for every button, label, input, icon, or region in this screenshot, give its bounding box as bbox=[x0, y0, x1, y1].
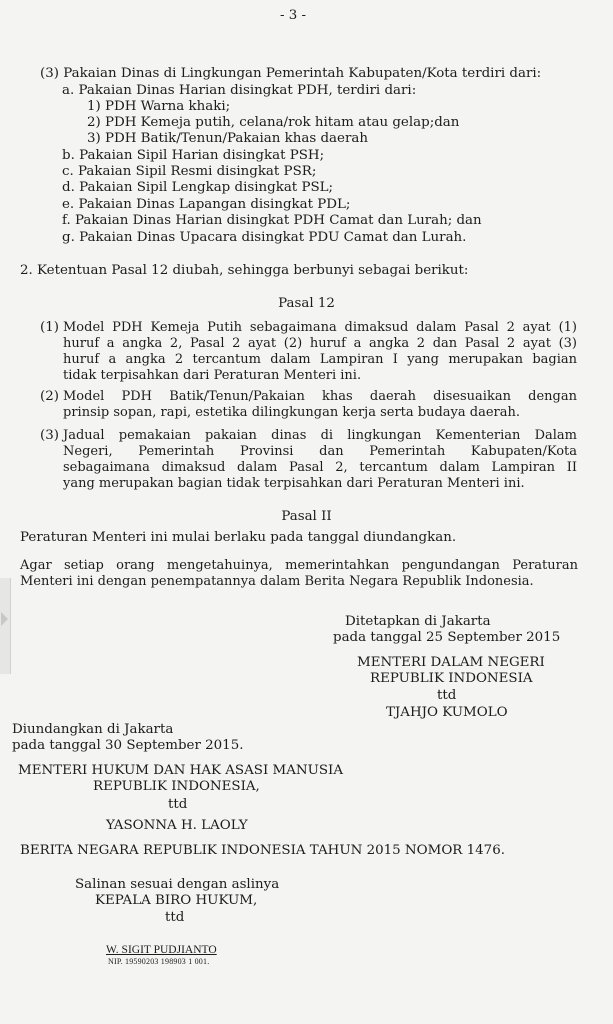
bureau-head-nip: NIP. 19590203 198903 1 001. bbox=[108, 957, 210, 966]
law-minister-name: YASONNA H. LAOLY bbox=[106, 818, 248, 833]
pasal12-ayat1-line1: Model PDH Kemeja Putih sebagaimana dimaksud dalam Pasal 2 ayat (1) bbox=[63, 320, 577, 335]
list-item-f: f. Pakaian Dinas Harian disingkat PDH Camat dan Lurah; dan bbox=[62, 213, 482, 228]
minister-office-line2: REPUBLIK INDONESIA bbox=[370, 671, 533, 686]
pasal12-ayat1-number: (1) bbox=[40, 320, 59, 335]
list-item-d: d. Pakaian Sipil Lengkap disingkat PSL; bbox=[62, 180, 334, 195]
list-item-a3: 3) PDH Batik/Tenun/Pakaian khas daerah bbox=[87, 131, 368, 146]
pasal12-ayat2-line2: prinsip sopan, rapi, estetika dilingkungan kerja serta budaya daerah. bbox=[63, 405, 520, 420]
promulgation-line2: Menteri ini dengan penempatannya dalam Berita Negara Republik Indonesia. bbox=[20, 574, 534, 589]
pasal12-ayat1-line4: tidak terpisahkan dari Peraturan Menteri ini. bbox=[63, 368, 362, 383]
law-minister-ttd: ttd bbox=[168, 797, 188, 812]
promulgated-date: pada tanggal 30 September 2015. bbox=[12, 738, 244, 753]
section3-heading: (3) Pakaian Dinas di Lingkungan Pemerintah Kabupaten/Kota terdiri dari: bbox=[40, 66, 542, 81]
page-edge-tab bbox=[0, 578, 11, 674]
pasal12-ayat3-line2: Negeri, Pemerintah Provinsi dan Pemerintah Kabupaten/Kota bbox=[63, 444, 577, 459]
promulgated-place: Diundangkan di Jakarta bbox=[12, 722, 174, 737]
list-item-e: e. Pakaian Dinas Lapangan disingkat PDL; bbox=[62, 197, 351, 212]
enacted-date: pada tanggal 25 September 2015 bbox=[333, 630, 561, 645]
minister-name: TJAHJO KUMOLO bbox=[386, 705, 508, 720]
pasal-ii-text: Peraturan Menteri ini mulai berlaku pada tanggal diundangkan. bbox=[20, 530, 457, 545]
bureau-head-title: KEPALA BIRO HUKUM, bbox=[95, 893, 258, 908]
state-gazette-line: BERITA NEGARA REPUBLIK INDONESIA TAHUN 2015 NOMOR 1476. bbox=[20, 843, 505, 858]
enacted-place: Ditetapkan di Jakarta bbox=[345, 614, 491, 629]
bureau-head-ttd: ttd bbox=[165, 910, 185, 925]
chevron-right-icon bbox=[1, 612, 8, 626]
pasal12-ayat2-line1: Model PDH Batik/Tenun/Pakaian khas daerah disesuaikan dengan bbox=[63, 389, 577, 404]
pasal12-ayat3-number: (3) bbox=[40, 428, 59, 443]
minister-office-line1: MENTERI DALAM NEGERI bbox=[357, 655, 545, 670]
pasal-12-title: Pasal 12 bbox=[278, 296, 335, 311]
law-minister-office-line2: REPUBLIK INDONESIA, bbox=[93, 779, 260, 794]
promulgation-line1: Agar setiap orang mengetahuinya, memerintahkan pengundangan Peraturan bbox=[20, 558, 578, 573]
list-item-c: c. Pakaian Sipil Resmi disingkat PSR; bbox=[62, 164, 317, 179]
copy-statement: Salinan sesuai dengan aslinya bbox=[75, 877, 280, 892]
law-minister-office-line1: MENTERI HUKUM DAN HAK ASASI MANUSIA bbox=[18, 763, 344, 778]
list-item-a: a. Pakaian Dinas Harian disingkat PDH, terdiri dari: bbox=[62, 83, 417, 98]
page-number: - 3 - bbox=[280, 8, 307, 23]
pasal12-ayat3-line1: Jadual pemakaian pakaian dinas di lingkungan Kementerian Dalam bbox=[63, 428, 577, 443]
bureau-head-name: W. SIGIT PUDJIANTO bbox=[106, 944, 217, 956]
list-item-b: b. Pakaian Sipil Harian disingkat PSH; bbox=[62, 148, 325, 163]
list-item-g: g. Pakaian Dinas Upacara disingkat PDU Camat dan Lurah. bbox=[62, 230, 467, 245]
item-2-text: 2. Ketentuan Pasal 12 diubah, sehingga berbunyi sebagai berikut: bbox=[20, 263, 469, 278]
pasal12-ayat2-number: (2) bbox=[40, 389, 59, 404]
pasal12-ayat1-line2: huruf a angka 2, Pasal 2 ayat (2) huruf a angka 2 dan Pasal 2 ayat (3) bbox=[63, 336, 577, 351]
minister-ttd: ttd bbox=[437, 688, 457, 703]
pasal-ii-title: Pasal II bbox=[281, 509, 332, 524]
pasal12-ayat3-line4: yang merupakan bagian tidak terpisahkan dari Peraturan Menteri ini. bbox=[63, 476, 525, 491]
list-item-a1: 1) PDH Warna khaki; bbox=[87, 99, 231, 114]
pasal12-ayat3-line3: sebagaimana dimaksud dalam Pasal 2, tercantum dalam Lampiran II bbox=[63, 460, 577, 475]
list-item-a2: 2) PDH Kemeja putih, celana/rok hitam atau gelap;dan bbox=[87, 115, 460, 130]
pasal12-ayat1-line3: huruf a angka 2 tercantum dalam Lampiran I yang merupakan bagian bbox=[63, 352, 577, 367]
